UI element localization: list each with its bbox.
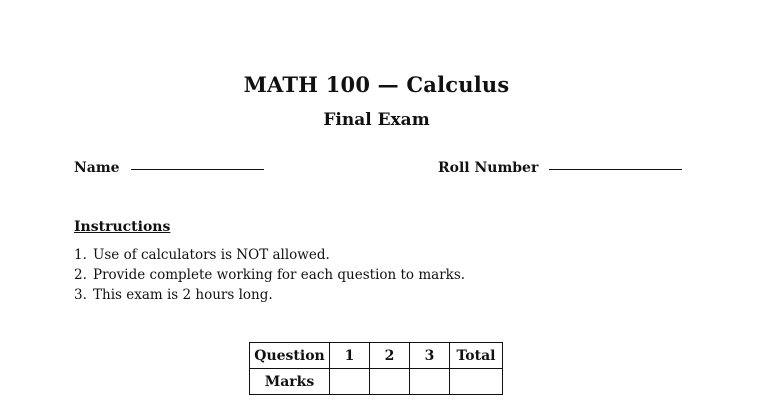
name-label: Name [74, 160, 120, 176]
table-header-cell: 3 [410, 343, 450, 369]
roll-number-field[interactable] [438, 160, 682, 176]
page-title: MATH 100 — Calculus [243, 72, 510, 97]
table-row [250, 343, 503, 369]
list-item-text: Provide complete working for each question to marks. [93, 267, 466, 283]
table-row [250, 369, 503, 395]
list-item [74, 285, 465, 305]
marks-table [249, 342, 503, 395]
list-item-text: This exam is 2 hours long. [93, 287, 273, 303]
table-header-question: Question [250, 343, 330, 369]
table-header-total: Total [450, 343, 503, 369]
page-subtitle: Final Exam [323, 110, 430, 130]
roll-number-blank-line[interactable] [549, 168, 682, 170]
list-item [74, 245, 465, 265]
roll-number-label: Roll Number [438, 160, 539, 176]
name-blank-line[interactable] [131, 168, 264, 170]
list-item [74, 265, 465, 285]
list-item-number: 3. [74, 287, 87, 303]
table-header-cell: 2 [370, 343, 410, 369]
table-row-label-marks: Marks [250, 369, 330, 395]
marks-cell-total[interactable] [450, 369, 503, 395]
instructions-list [74, 245, 465, 305]
list-item-number: 2. [74, 267, 87, 283]
list-item-text: Use of calculators is NOT allowed. [93, 247, 330, 263]
instructions-heading: Instructions [74, 219, 171, 235]
marks-cell-q3[interactable] [410, 369, 450, 395]
list-item-number: 1. [74, 247, 87, 263]
marks-cell-q1[interactable] [330, 369, 370, 395]
marks-cell-q2[interactable] [370, 369, 410, 395]
name-field[interactable] [74, 160, 264, 176]
table-header-cell: 1 [330, 343, 370, 369]
